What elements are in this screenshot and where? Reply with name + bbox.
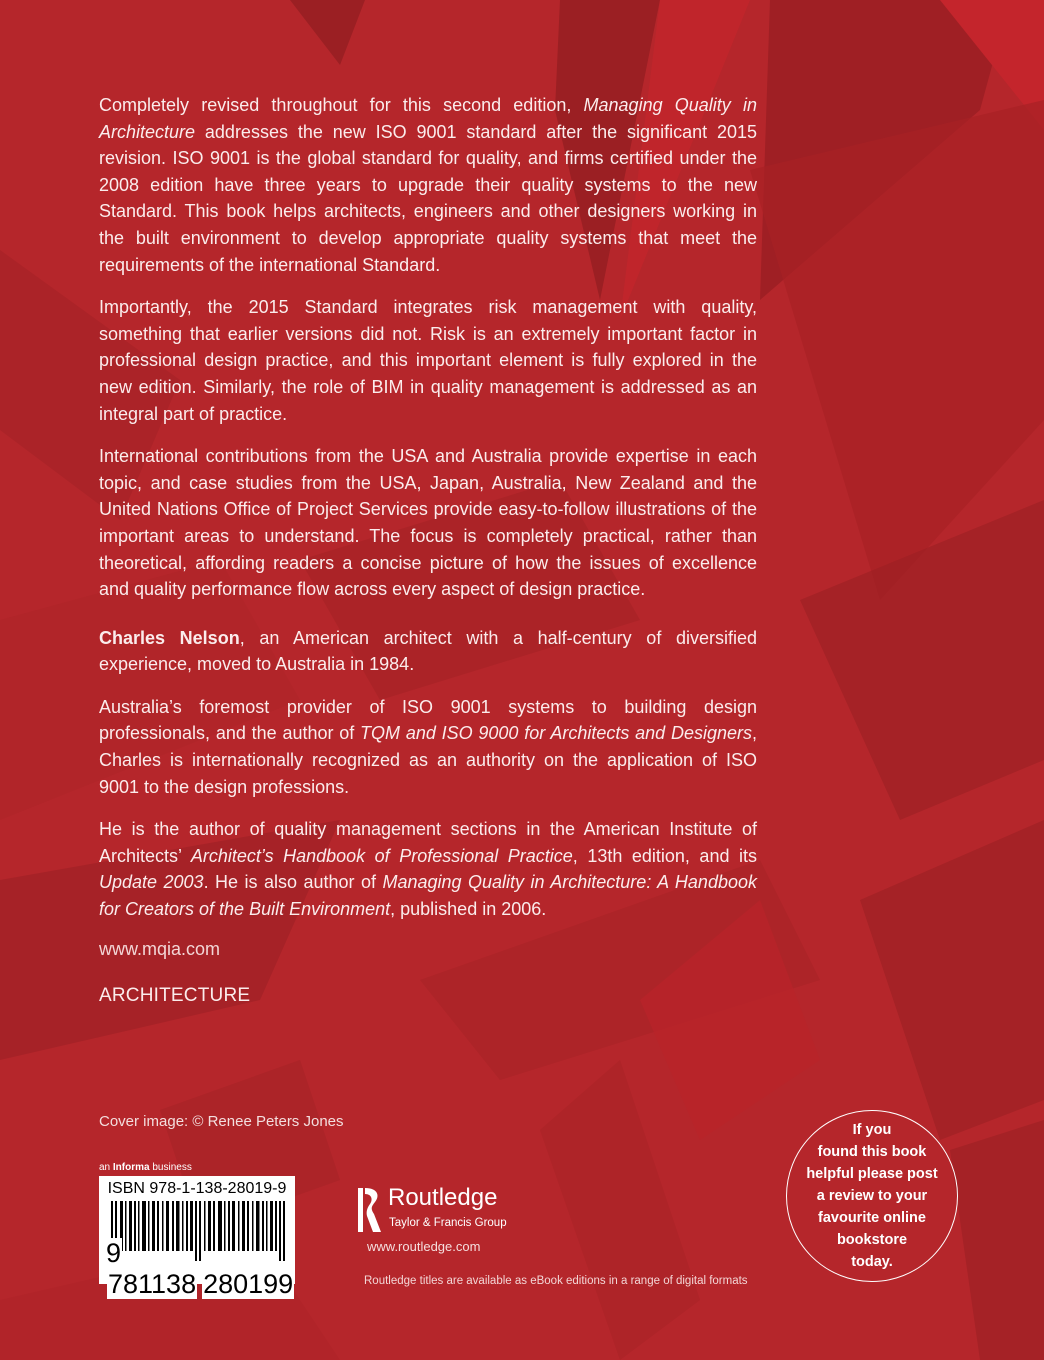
text-segment: Importantly, the 2015 Standard integrates risk management with quality, something that earlier versions did not. Risk is an extremely important factor in professional design practice, and this important element is fully explored in the new edition. Similarly, the role of BIM in quality management is addressed as an integral part of practice.	[99, 297, 757, 424]
cover-image-credit: Cover image: © Renee Peters Jones	[99, 1113, 344, 1130]
author-name: Charles Nelson	[99, 627, 240, 648]
book-title-italic: Managing Quality in Architecture	[99, 95, 757, 142]
review-line: bookstore	[836, 1232, 908, 1248]
barcode-digits	[105, 1238, 295, 1300]
author-bio-paragraph-2	[99, 694, 757, 800]
author-bio-paragraph-1	[99, 625, 757, 678]
text-segment: , Charles is internationally recognized as an authority on the application of ISO 9001 to the design professions.	[99, 723, 757, 797]
review-line: a review to your	[816, 1188, 928, 1204]
back-cover-text	[99, 92, 757, 1007]
review-request-badge	[786, 1110, 958, 1282]
book-title-italic: Architect’s Handbook of Professional Practice	[190, 845, 573, 866]
author-website-link[interactable]: www.mqia.com	[99, 938, 221, 959]
description-paragraph-1	[99, 92, 757, 278]
ebook-availability-note: Routledge titles are available as eBook editions in a range of digital formats	[364, 1275, 748, 1287]
informa-prefix: an	[99, 1162, 111, 1173]
description-paragraph-3	[99, 443, 757, 603]
barcode-digits-group-1: 781138	[108, 1269, 197, 1299]
text-segment: He is the author of quality management sections in the American Institute of Architects’	[99, 819, 757, 866]
routledge-name: Routledge	[388, 1184, 498, 1211]
text-segment: , published in 2006.	[390, 899, 547, 920]
review-line: found this book	[817, 1144, 927, 1160]
isbn-label: ISBN 978-1-138-28019-9	[107, 1180, 287, 1197]
review-line: today.	[851, 1254, 893, 1270]
publisher-group: Taylor & Francis Group	[389, 1217, 507, 1229]
book-title-italic: Managing Quality in Architecture: A Handbook for Creators of the Built Environment	[99, 872, 757, 920]
text-segment: International contributions from the USA and Australia provide expertise in each topic, and case studies from the USA, Japan, Australia, New Zealand and the United Nations Office of Project Services provide easy-to-follow illustrations of the important areas to understand. The focus is completely practical, rather than theoretical, affording readers a concise picture of how the issues of excellence and quality performance flow across every aspect of design practice.	[99, 446, 757, 600]
informa-suffix: business	[152, 1162, 192, 1173]
isbn-barcode	[99, 1176, 295, 1299]
informa-business-label	[99, 1162, 192, 1173]
author-bio-paragraph-3	[99, 816, 757, 922]
review-line: If you	[852, 1122, 892, 1138]
routledge-r-icon	[358, 1186, 382, 1234]
review-request-text	[797, 1119, 947, 1273]
text-segment: addresses the new ISO 9001 standard after the significant 2015 revision. ISO 9001 is the global standard for quality, and firms certified under the 2008 edition have three years to upgrade their quality systems to the new Standard. This book helps architects, engineers and other designers working in the built environment to develop appropriate quality systems that meet the requirements of the international Standard.	[99, 121, 757, 275]
book-title-italic: Update 2003	[99, 872, 204, 893]
description-paragraph-2	[99, 294, 757, 427]
book-title-italic: TQM and ISO 9000 for Architects and Designers	[360, 723, 752, 744]
text-segment: , an American architect with a half-century of diversified experience, moved to Australia in 1984.	[99, 627, 757, 675]
barcode-digits-group-2: 280199	[203, 1269, 294, 1299]
text-segment: , 13th edition, and its	[572, 845, 757, 866]
text-segment: Australia’s foremost provider of ISO 9001 systems to building design professionals, and the author of	[99, 696, 757, 744]
publisher-website-link[interactable]: www.routledge.com	[367, 1239, 481, 1254]
text-segment: . He is also author of	[203, 872, 383, 893]
barcode-lead-digit: 9	[106, 1238, 122, 1268]
text-segment: Completely revised throughout for this second edition,	[99, 95, 584, 115]
subject-category: ARCHITECTURE	[99, 984, 251, 1006]
review-line: helpful please post	[806, 1166, 938, 1182]
review-line: favourite online	[818, 1210, 926, 1226]
informa-brand: Informa	[112, 1162, 150, 1173]
